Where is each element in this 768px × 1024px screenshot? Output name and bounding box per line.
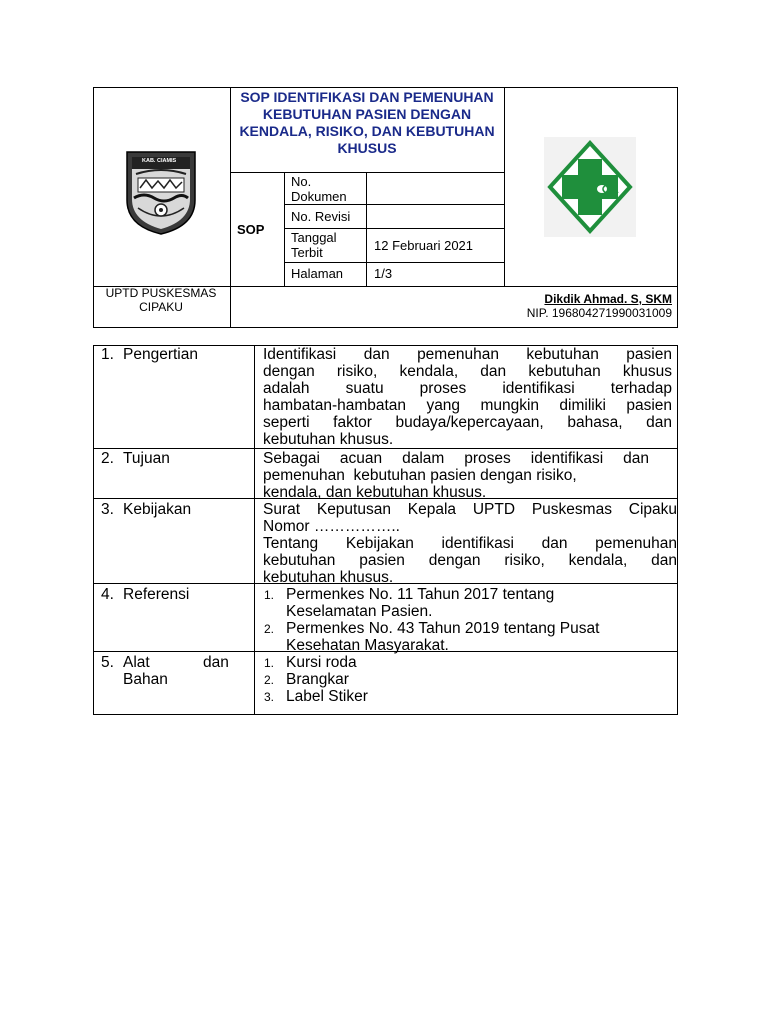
section-number: 3. [101, 501, 114, 518]
text-line: kebutuhan khusus. [263, 431, 394, 448]
list-item-line: Label Stiker [286, 688, 368, 705]
section-number: 5. [101, 654, 114, 671]
text-line: kebutuhan pasien dengan risiko, kendala, dan [263, 552, 677, 569]
text-line: Nomor …………….. [263, 518, 400, 535]
section-number: 4. [101, 586, 114, 603]
section-label: dan [203, 654, 229, 671]
section-label: Referensi [123, 586, 190, 603]
signer-name: Dikdik Ahmad. S, SKM [544, 292, 672, 306]
text-line: kebutuhan khusus. [263, 569, 394, 586]
signer-nip: NIP. 196804271990031009 [526, 306, 672, 320]
section-label: Bahan [123, 671, 168, 688]
section-label: Kebijakan [123, 501, 192, 518]
text-line: Surat Keputusan Kepala UPTD Puskesmas Cipaku [263, 501, 677, 518]
list-number: 3. [264, 690, 275, 704]
section-label: Tujuan [123, 450, 170, 467]
list-number: 2. [264, 673, 275, 687]
doc-number-label: No. Dokumen [291, 174, 347, 204]
list-item-line: Permenkes No. 43 Tahun 2019 tentang Pusat [286, 620, 600, 637]
text-line: seperti faktor budaya/kepercayaan, bahasa, dan [263, 414, 672, 431]
text-line: dengan risiko, kendala, dan kebutuhan khusus [263, 363, 672, 380]
issue-date-value: 12 Februari 2021 [374, 238, 474, 253]
text-line: hambatan-hambatan yang mungkin dimiliki pasien [263, 397, 672, 414]
list-item-line: Keselamatan Pasien. [286, 603, 433, 620]
text-line: Tentang Kebijakan identifikasi dan pemenuhan [263, 535, 677, 552]
puskesmas-logo [544, 137, 636, 237]
page-label: Halaman [291, 266, 344, 281]
list-number: 1. [264, 656, 275, 670]
text-line: adalah suatu proses identifikasi terhadap [263, 380, 672, 397]
list-item-line: Kursi roda [286, 654, 357, 671]
section-number: 2. [101, 450, 114, 467]
revision-label: No. Revisi [291, 209, 351, 224]
section-label: Pengertian [123, 346, 198, 363]
section-number: 1. [101, 346, 114, 363]
text-line: Sebagai acuan dalam proses identifikasi dan [263, 450, 649, 467]
issue-date-label: Tanggal Terbit [291, 230, 337, 260]
list-item-line: Kesehatan Masyarakat. [286, 637, 449, 654]
list-item-line: Permenkes No. 11 Tahun 2017 tentang [286, 586, 555, 603]
list-number: 1. [264, 588, 275, 602]
logo-text-top: KAB. CIAMIS [142, 158, 177, 164]
kab-ciamis-logo [124, 148, 198, 236]
page-value: 1/3 [374, 266, 393, 281]
sop-label: SOP [237, 222, 265, 237]
list-item-line: Brangkar [286, 671, 349, 688]
text-line: kendala, dan kebutuhan khusus. [263, 484, 487, 501]
text-line: pemenuhan kebutuhan pasien dengan risiko, [263, 467, 577, 484]
document-title: SOP IDENTIFIKASI DAN PEMENUHAN KEBUTUHAN PASIEN DENGAN KENDALA, RISIKO, DAN KEBUTUHAN KHUSUS [239, 89, 495, 156]
section-label: Alat [123, 654, 150, 671]
list-number: 2. [264, 622, 275, 636]
organization-name: UPTD PUSKESMAS CIPAKU [105, 286, 217, 314]
text-line: Identifikasi dan pemenuhan kebutuhan pasien [263, 346, 672, 363]
